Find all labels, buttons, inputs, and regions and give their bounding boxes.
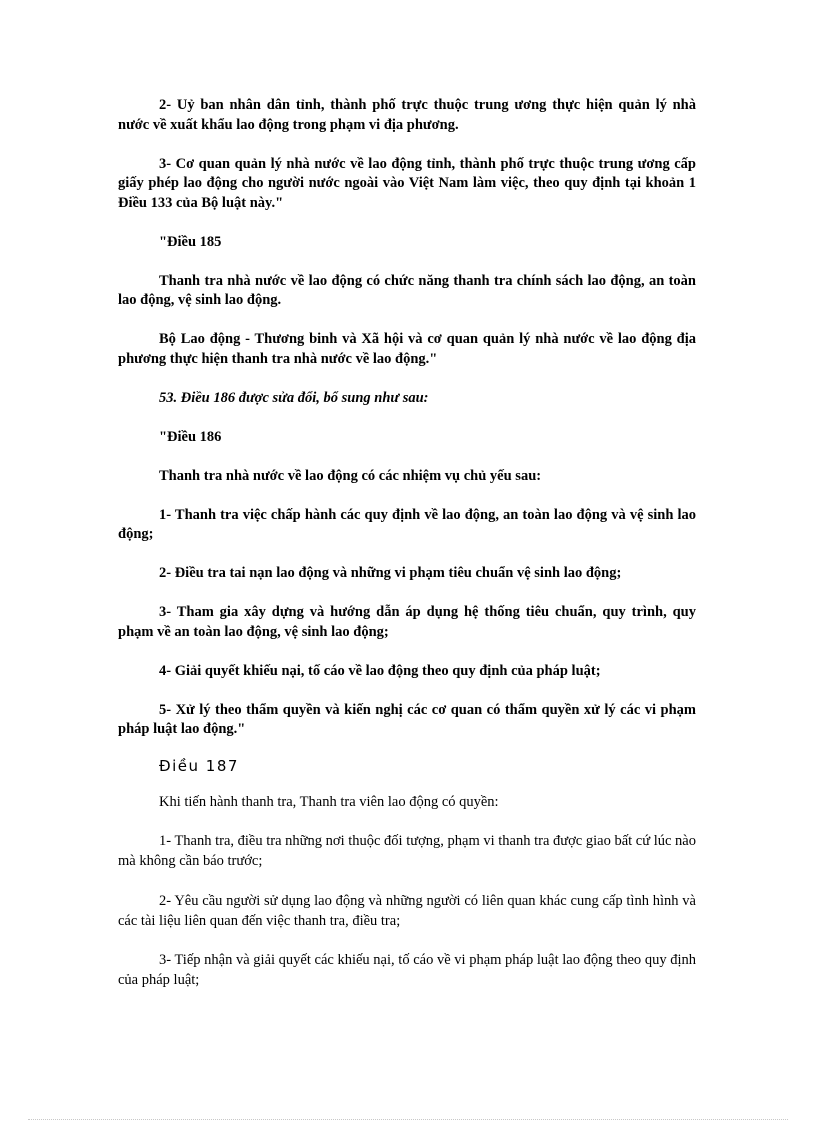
document-body-bold	[118, 96, 696, 740]
article-185-heading: "Điều 185	[159, 233, 222, 250]
paragraph-187-item-3: 3- Tiếp nhận và giải quyết các khiếu nại, tố cáo về vi phạm pháp luật lao động theo quy định của pháp luật;	[118, 952, 696, 988]
article-186-heading: "Điều 186	[159, 428, 222, 445]
paragraph-186-item-3: 3- Tham gia xây dựng và hướng dẫn áp dụng hệ thống tiêu chuẩn, quy trình, quy phạm về an toàn lao động, vệ sinh lao động;	[118, 604, 696, 640]
paragraph-186-item-4: 4- Giải quyết khiếu nại, tố cáo về lao động theo quy định của pháp luật;	[159, 662, 601, 679]
article-187-heading: Điều 187	[159, 756, 239, 775]
paragraph-187-item-1: 1- Thanh tra, điều tra những nơi thuộc đối tượng, phạm vi thanh tra được giao bất cứ lúc nào mà không cần báo trước;	[118, 833, 696, 869]
paragraph-clause-2: 2- Uỷ ban nhân dân tỉnh, thành phố trực thuộc trung ương thực hiện quản lý nhà nước về xuất khẩu lao động trong phạm vi địa phương.	[118, 97, 696, 133]
amendment-53-heading: 53. Điều 186 được sửa đổi, bổ sung như sau:	[159, 389, 429, 406]
page-bottom-divider	[28, 1119, 788, 1120]
paragraph-clause-3: 3- Cơ quan quản lý nhà nước về lao động tỉnh, thành phố trực thuộc trung ương cấp giấy phép lao động cho người nước ngoài vào Việt Nam làm việc, theo quy định tại khoản 1 Điều 133 của Bộ luật này."	[118, 155, 696, 211]
paragraph-187-intro: Khi tiến hành thanh tra, Thanh tra viên lao động có quyền:	[159, 793, 499, 810]
paragraph-185-function: Thanh tra nhà nước về lao động có chức năng thanh tra chính sách lao động, an toàn lao động, vệ sinh lao động.	[118, 272, 696, 308]
document-page	[118, 96, 696, 990]
paragraph-186-item-2: 2- Điều tra tai nạn lao động và những vi phạm tiêu chuẩn vệ sinh lao động;	[159, 565, 622, 581]
paragraph-187-item-2: 2- Yêu cầu người sử dụng lao động và những người có liên quan khác cung cấp tình hình và các tài liệu liên quan đến việc thanh tra, điều tra;	[118, 892, 696, 929]
paragraph-186-item-5: 5- Xử lý theo thẩm quyền và kiến nghị các cơ quan có thẩm quyền xử lý các vi phạm pháp luật lao động."	[118, 701, 696, 737]
paragraph-185-ministry: Bộ Lao động - Thương binh và Xã hội và cơ quan quản lý nhà nước về lao động địa phương thực hiện thanh tra nhà nước về lao động."	[118, 331, 696, 367]
document-body-light	[118, 792, 696, 991]
paragraph-186-intro: Thanh tra nhà nước về lao động có các nhiệm vụ chủ yếu sau:	[159, 467, 542, 484]
paragraph-186-item-1: 1- Thanh tra việc chấp hành các quy định về lao động, an toàn lao động và vệ sinh lao động;	[118, 506, 696, 542]
